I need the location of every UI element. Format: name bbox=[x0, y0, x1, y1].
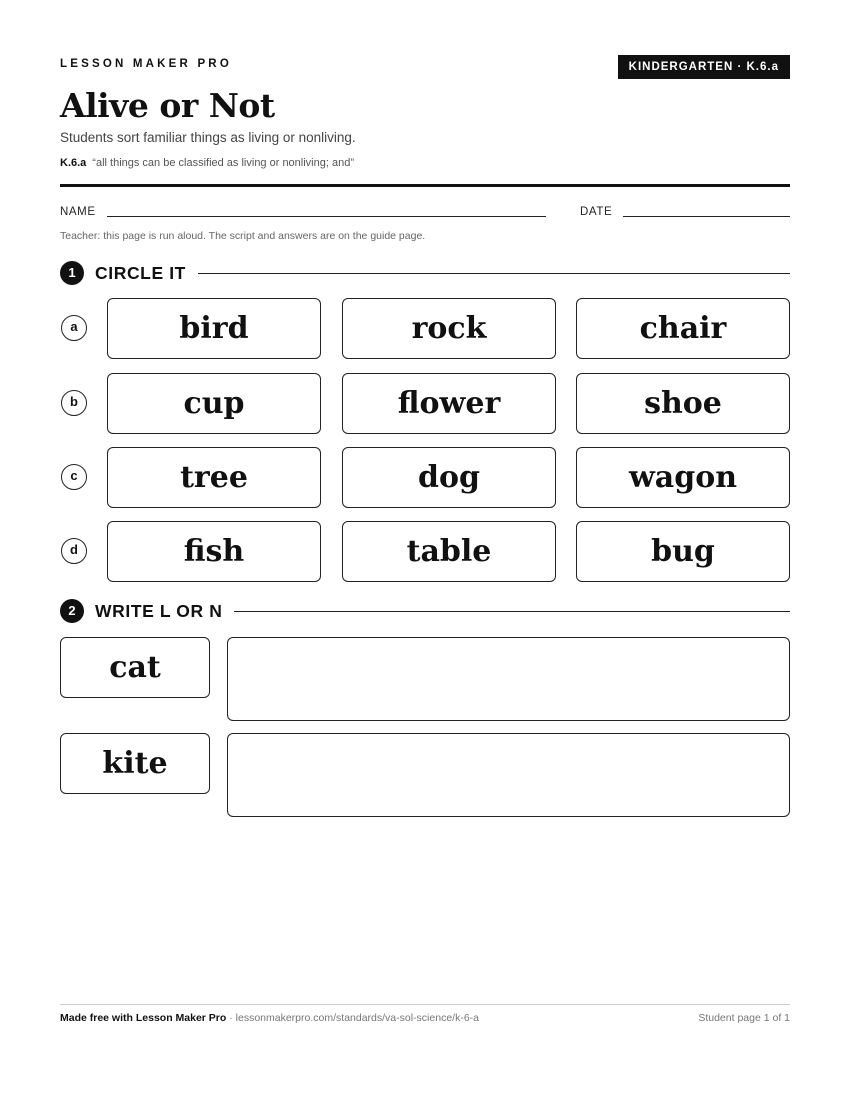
answer-box-cat[interactable] bbox=[227, 637, 790, 721]
date-field[interactable] bbox=[623, 216, 790, 217]
name-label: NAME bbox=[60, 206, 96, 218]
word-card-flower[interactable]: flower bbox=[342, 373, 556, 434]
word-card-tree[interactable]: tree bbox=[107, 447, 321, 508]
footer-page-label: Student page 1 of 1 bbox=[698, 1012, 790, 1024]
word-card-table[interactable]: table bbox=[342, 521, 556, 582]
row-letter-d: d bbox=[61, 538, 87, 564]
footer-made-with: Made free with Lesson Maker Pro bbox=[60, 1012, 227, 1024]
word-card-wagon[interactable]: wagon bbox=[576, 447, 790, 508]
standard-text: “all things can be classified as living or nonliving; and” bbox=[92, 157, 354, 169]
section-1-rule bbox=[198, 273, 790, 274]
word-card-fish[interactable]: fish bbox=[107, 521, 321, 582]
grade-badge: KINDERGARTEN · K.6.a bbox=[618, 55, 790, 79]
row-letter-c: c bbox=[61, 464, 87, 490]
word-card-shoe[interactable]: shoe bbox=[576, 373, 790, 434]
footer-url[interactable]: lessonmakerpro.com/standards/va-sol-science/k-6-a bbox=[235, 1012, 480, 1024]
answer-box-kite[interactable] bbox=[227, 733, 790, 817]
standard-code: K.6.a bbox=[60, 157, 87, 169]
footer-separator: · bbox=[226, 1012, 236, 1024]
word-card-bird[interactable]: bird bbox=[107, 298, 321, 359]
brand-name: LESSON MAKER PRO bbox=[60, 58, 232, 70]
standard-line bbox=[60, 157, 354, 169]
section-2-number: 2 bbox=[60, 599, 84, 623]
section-2-header bbox=[60, 598, 790, 624]
teacher-note: Teacher: this page is run aloud. The script and answers are on the guide page. bbox=[60, 230, 426, 242]
name-field[interactable] bbox=[107, 216, 546, 217]
sort-card-kite: kite bbox=[60, 733, 210, 794]
header-divider bbox=[60, 184, 790, 187]
row-letter-b: b bbox=[61, 390, 87, 416]
section-2-rule bbox=[234, 611, 790, 612]
lesson-subtitle: Students sort familiar things as living or nonliving. bbox=[60, 130, 356, 145]
section-1-header bbox=[60, 260, 790, 286]
word-card-dog[interactable]: dog bbox=[342, 447, 556, 508]
page-title: Alive or Not bbox=[60, 86, 275, 125]
word-card-rock[interactable]: rock bbox=[342, 298, 556, 359]
section-1-title: CIRCLE IT bbox=[95, 262, 186, 283]
row-letter-a: a bbox=[61, 315, 87, 341]
sort-card-cat: cat bbox=[60, 637, 210, 698]
word-card-cup[interactable]: cup bbox=[107, 373, 321, 434]
section-2-title: WRITE L OR N bbox=[95, 600, 223, 621]
section-1-number: 1 bbox=[60, 261, 84, 285]
footer-credit bbox=[60, 1012, 479, 1024]
word-card-bug[interactable]: bug bbox=[576, 521, 790, 582]
date-label: DATE bbox=[580, 206, 613, 218]
word-card-chair[interactable]: chair bbox=[576, 298, 790, 359]
footer-divider bbox=[60, 1004, 790, 1005]
